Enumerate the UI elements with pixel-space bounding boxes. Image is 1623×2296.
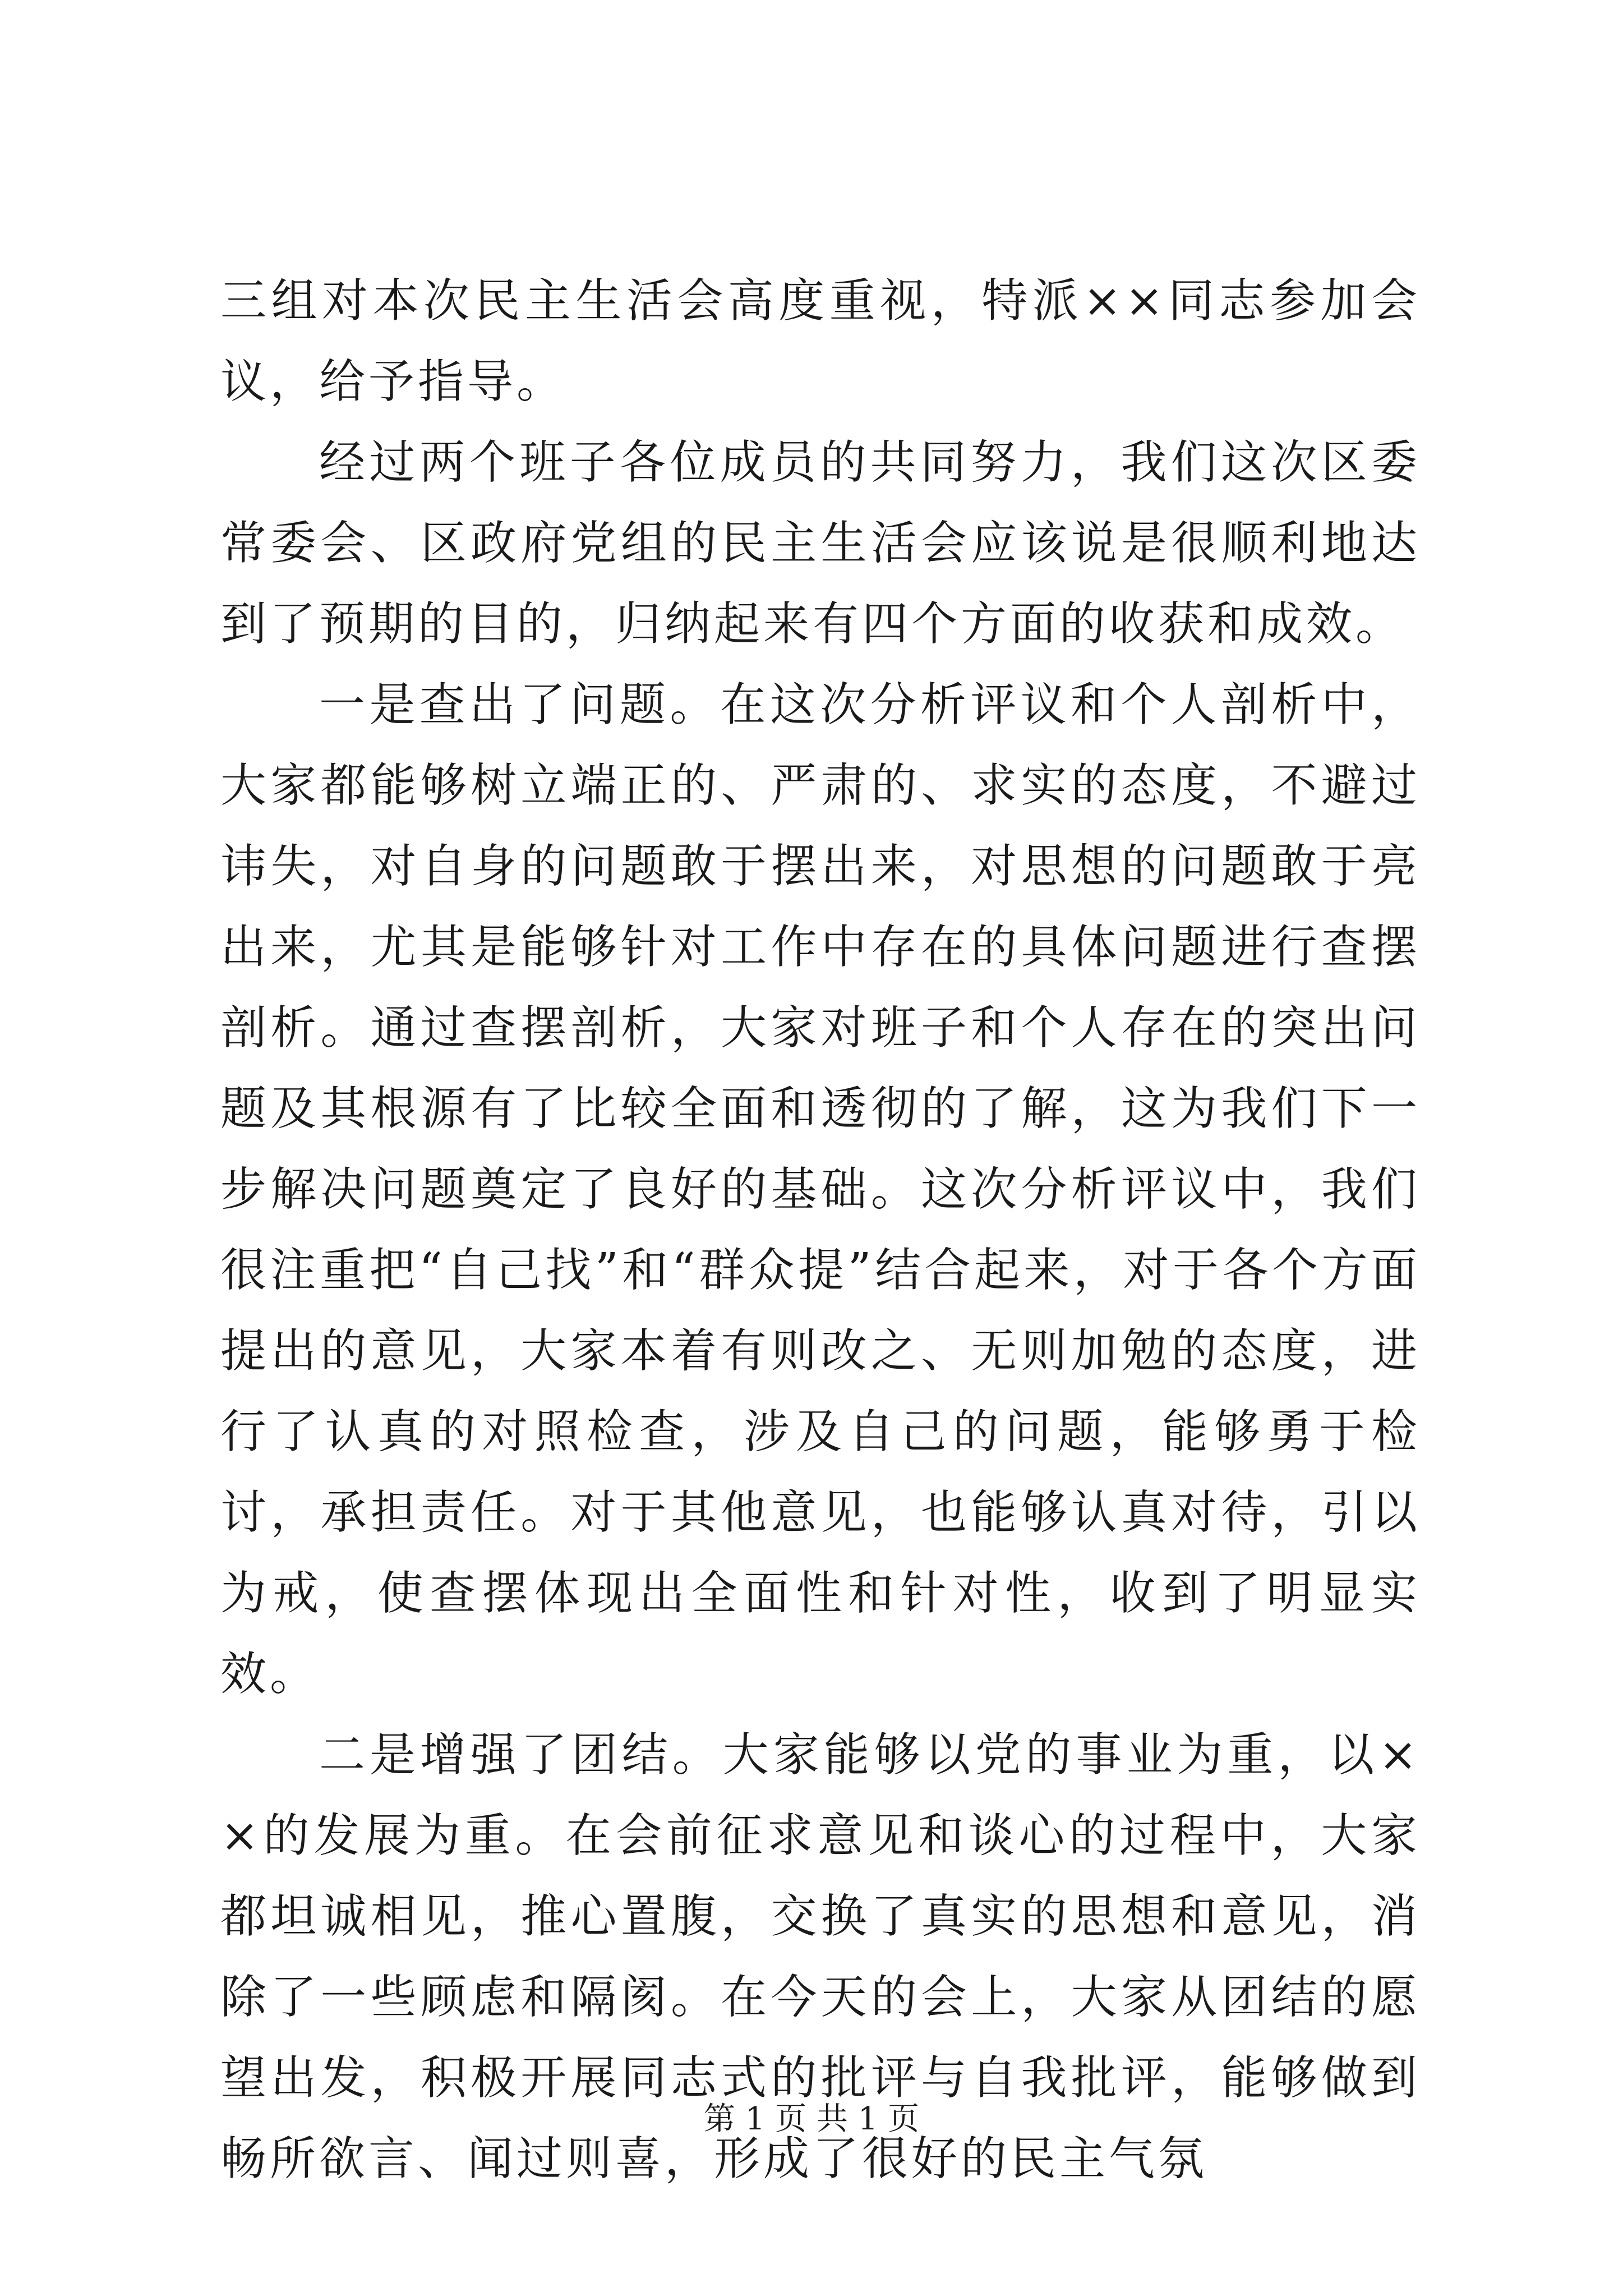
page-number-label: 第 1 页 共 1 页 xyxy=(703,2101,920,2137)
document-body xyxy=(220,261,1421,2200)
page-footer xyxy=(0,2097,1623,2142)
paragraph-2: 经过两个班子各位成员的共同努力，我们这次区委常委会、区政府党组的民主生活会应该说是很顺利地达到了预期的目的，归纳起来有四个方面的收获和成效。 xyxy=(220,436,1421,651)
paragraph-4: 二是增强了团结。大家能够以党的事业为重，以××的发展为重。在会前征求意见和谈心的过程中，大家都坦诚相见，推心置腹，交换了真实的思想和意见，消除了一些顾虑和隔阂。在今天的会上，大家从团结的愿望出发，积极开展同志式的批评与自我批评，能够做到畅所欲言、闻过则喜，形成了很好的民主气氛 xyxy=(220,1728,1421,2185)
paragraph-3: 一是查出了问题。在这次分析评议和个人剖析中，大家都能够树立端正的、严肃的、求实的态度，不避过讳失，对自身的问题敢于摆出来，对思想的问题敢于亮出来，尤其是能够针对工作中存在的具体问题进行查摆剖析。通过查摆剖析，大家对班子和个人存在的突出问题及其根源有了比较全面和透彻的了解，这为我们下一步解决问题奠定了良好的基础。这次分析评议中，我们很注重把“自己找”和“群众提”结合起来，对于各个方面提出的意见，大家本着有则改之、无则加勉的态度，进行了认真的对照检查，涉及自己的问题，能够勇于检讨，承担责任。对于其他意见，也能够认真对待，引以为戒，使查摆体现出全面性和针对性，收到了明显实效。 xyxy=(220,678,1421,1701)
paragraph-1: 三组对本次民主生活会高度重视，特派××同志参加会议，给予指导。 xyxy=(220,274,1421,408)
